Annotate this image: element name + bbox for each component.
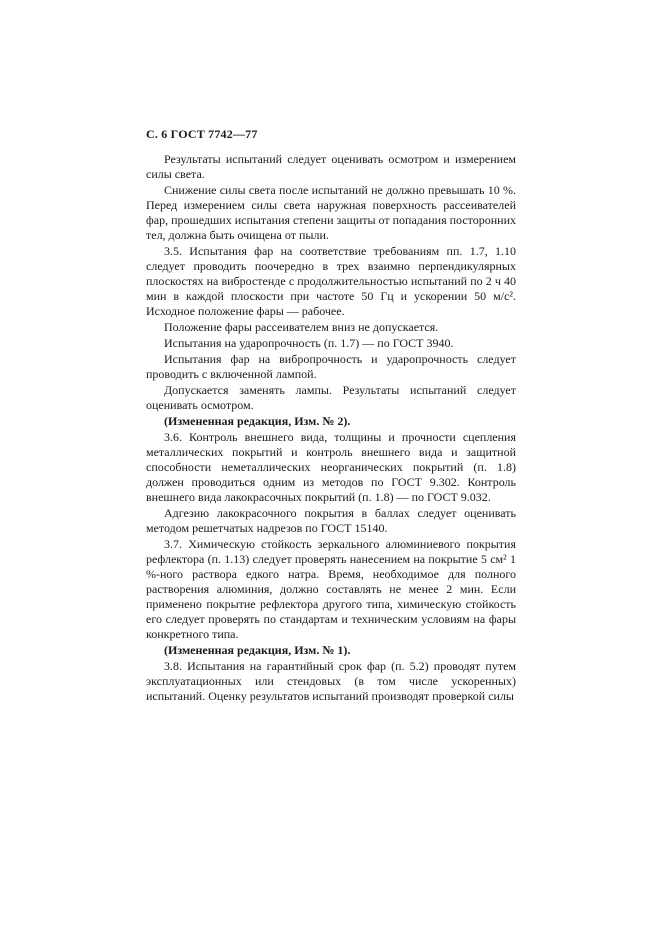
paragraph: 3.7. Химическую стойкость зеркального алюминиевого покрытия рефлектора (п. 1.13) следует проверять нанесением на покрытие 5 см² 1 %-ного раствора едкого натра. Время, необходимое для полного растворения алюминия, должно составлять не менее 2 мин. Если применено покрытие рефлектора другого типа, химическую стойкость его следует проверять по стандартам и техническим условиям на фары конкретного типа. [146,537,516,641]
paragraph: Положение фары рассеивателем вниз не допускается. [164,320,439,334]
paragraph: 3.6. Контроль внешнего вида, толщины и прочности сцепления металлических покрытий и контроль внешнего вида и защитной способности неметаллических неорганических покрытий (п. 1.8) должен проводиться одним из методов по ГОСТ 9.302. Контроль внешнего вида лакокрасочных покрытий (п. 1.8) — по ГОСТ 9.032. [146,430,516,504]
paragraph: Допускается заменять лампы. Результаты испытаний следует оценивать осмотром. [146,383,516,412]
body-text [146,152,516,705]
paragraph: Испытания фар на вибропрочность и ударопрочность следует проводить с включенной лампой. [146,352,516,381]
paragraph: 3.5. Испытания фар на соответствие требованиям пп. 1.7, 1.10 следует проводить поочередно в трех взаимно перпендикулярных плоскостях на вибростенде с продолжительностью испытаний по 2 ч 40 мин в каждой плоскости при частоте 50 Гц и ускорении 50 м/с². Исходное положение фары — рабочее. [146,244,516,318]
amendment-note: (Измененная редакция, Изм. № 2). [164,414,351,428]
paragraph: Адгезию лакокрасочного покрытия в баллах следует оценивать методом решетчатых надрезов по ГОСТ 15140. [146,506,516,535]
paragraph: Снижение силы света после испытаний не должно превышать 10 %. Перед измерением силы света наружная поверхность рассеивателей фар, прошедших испытания степени защиты от попадания посторонних тел, должна быть очищена от пыли. [146,183,516,242]
paragraph: 3.8. Испытания на гарантийный срок фар (п. 5.2) проводят путем эксплуатационных или стендовых (в том числе ускоренных) испытаний. Оценку результатов испытаний производят проверкой силы [146,659,516,703]
page-header: С. 6 ГОСТ 7742—77 [146,127,258,141]
paragraph: Результаты испытаний следует оценивать осмотром и измерением силы света. [146,152,516,181]
amendment-note: (Измененная редакция, Изм. № 1). [164,643,351,657]
paragraph: Испытания на ударопрочность (п. 1.7) — по ГОСТ 3940. [164,336,454,350]
